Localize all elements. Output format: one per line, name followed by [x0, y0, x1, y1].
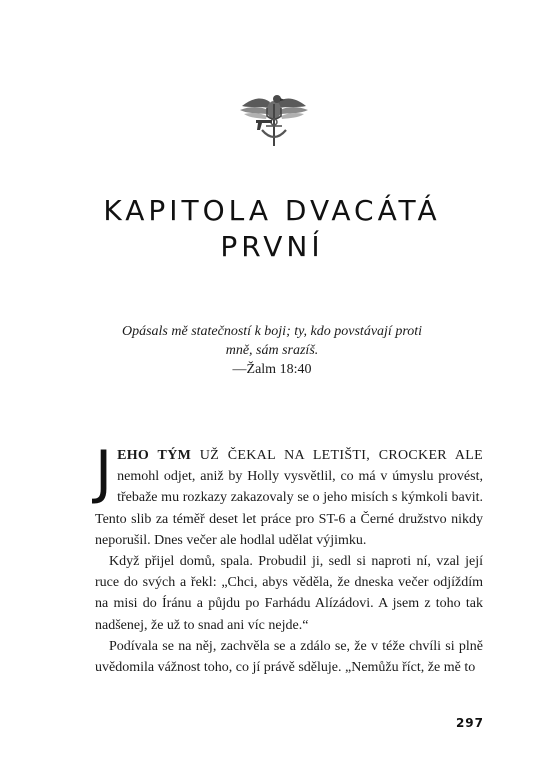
epigraph-source: —Žalm 18:40 [232, 362, 312, 377]
chapter-body [95, 438, 483, 678]
epigraph [100, 322, 444, 379]
body-paragraph-2: Když přijel domů, spala. Probudil ji, sedl si naproti ní, vzal její ruce do svých a řekl: „Chci, abys věděla, že dneska večer odjíždím na misi do Íránu a půjdu po Farhádu Alízádovi. A jsem z toho tak nadšenej, že už to snad ani víc nejde.“ [95, 554, 483, 633]
chapter-title-line-2: PRVNÍ [220, 230, 324, 263]
epigraph-quote-line-1: Opásals mě statečností k boji; ty, kdo povstávají proti [121, 324, 423, 339]
body-paragraph-3: Podívala se na něj, zachvěla se a zdálo se, že v téže chvíli si plně uvědomila vážnost toho, co jí právě sděluje. „Nemůžu říct, že mě to [95, 638, 483, 676]
body-paragraph-1-text: nemohl odjet, aniž by Holly vysvětlil, co má v úmyslu provést, třebaže mu rozkazy zakazovaly se o jeho misích s kýmkoli bavit. Tento slib za téměř deset let práce pro ST-6 a Černé družstvo nikdy neporušil. Dnes večer ale hodlal udělat výjimku. [95, 469, 483, 548]
epigraph-quote-line-2: mně, sám srazíš. [225, 343, 319, 358]
chapter-title-line-1: KAPITOLA DVACÁTÁ [103, 194, 441, 227]
lead-in-caps: UŽ ČEKAL NA LETIŠTI, CROCKER ALE [191, 448, 483, 463]
drop-cap: J [95, 438, 113, 506]
page-number: 297 [455, 716, 484, 730]
body-paragraph-1 [95, 438, 483, 551]
chapter-title [0, 193, 544, 265]
lead-in-bold: EHO TÝM [117, 448, 192, 463]
trident-eagle-emblem-icon [238, 86, 310, 152]
